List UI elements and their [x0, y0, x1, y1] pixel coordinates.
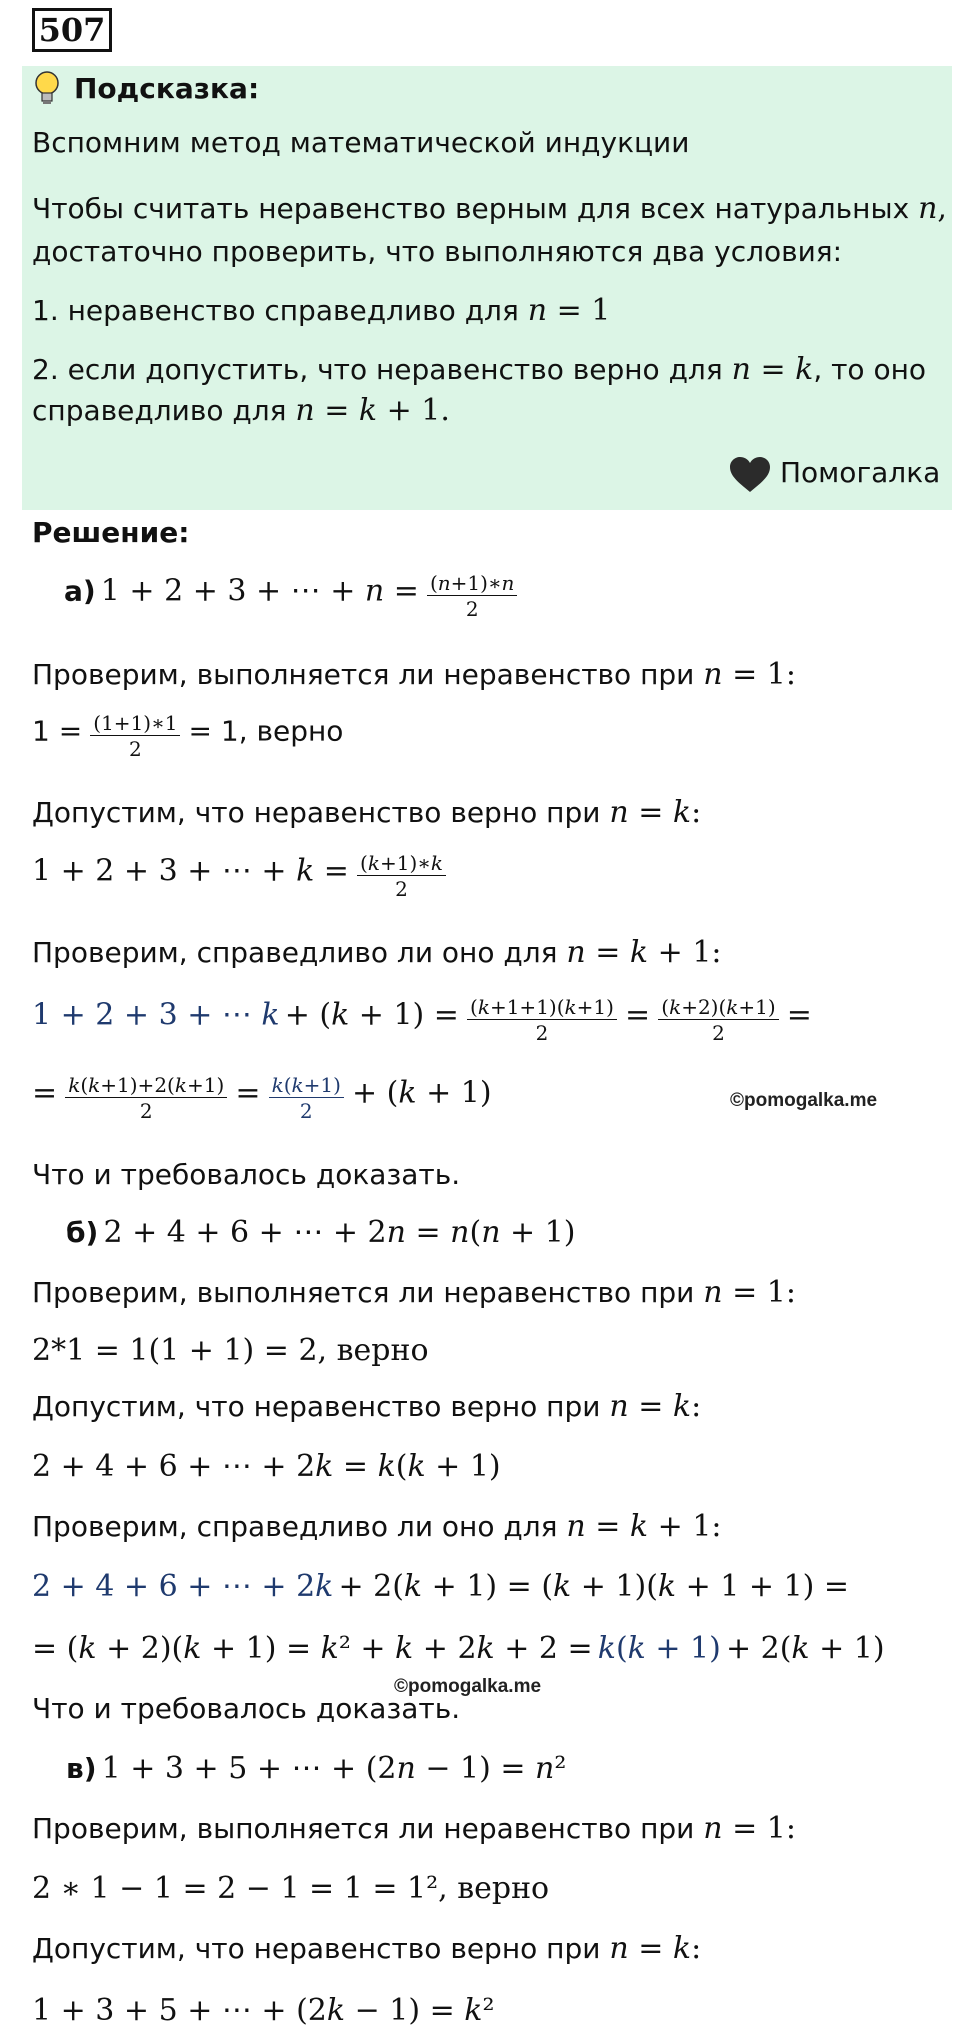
part-a-step-fraction-3-top: 𝑘(𝑘+1)+2(𝑘+1)	[65, 1074, 227, 1098]
part-a-equals-2: =	[786, 997, 812, 1033]
part-c-formula-math: 1 + 3 + 5 + ⋯ + (2𝑛 − 1) = 𝑛²	[101, 1751, 567, 1786]
part-a-base-left: 1 =	[32, 714, 83, 748]
hint-condition-2-tail: , то оно	[813, 353, 927, 386]
part-a-base-fraction	[90, 712, 180, 760]
part-b-step-line-2-blue: 𝑘(𝑘 + 1)	[597, 1631, 721, 1666]
heart-icon	[728, 456, 772, 494]
part-a-step	[32, 936, 722, 970]
part-b-step-line-2	[32, 1632, 885, 1666]
part-c-assume-formula: 1 + 3 + 5 + ⋯ + (2𝑘 − 1) = 𝑘²	[32, 1993, 495, 2028]
part-a-step-blue-sum: 1 + 2 + 3 + ⋯ 𝑘	[32, 997, 280, 1033]
part-a-assume-fraction	[357, 852, 446, 900]
hint-condition-1-text: 1. неравенство справедливо для	[32, 294, 519, 327]
part-a-step-fraction-4	[269, 1074, 344, 1122]
part-a-step-fraction-1	[467, 996, 617, 1044]
part-a-equals-3: =	[32, 1075, 58, 1111]
part-b-step-line-2-b: + 2(𝑘 + 1)	[725, 1631, 885, 1666]
part-a-step-fraction-3	[65, 1074, 227, 1122]
part-a-assume-fraction-bottom: 2	[395, 877, 408, 901]
part-a-step-fraction-2-top: (𝑘+2)(𝑘+1)	[658, 996, 778, 1020]
hint-condition-2-line-2-math: 𝑛 = 𝑘 + 1.	[295, 393, 450, 428]
part-b-step-math: 𝑛 = 𝑘 + 1:	[566, 1509, 722, 1544]
part-b-step-rest: + 2(𝑘 + 1) = (𝑘 + 1)(𝑘 + 1 + 1) =	[338, 1569, 850, 1604]
part-a-equals-4: =	[235, 1075, 261, 1111]
part-a-step-rest: + (𝑘 + 1) =	[284, 997, 459, 1033]
part-a-step-fraction-2-bottom: 2	[712, 1021, 725, 1045]
part-a-assume-text: Допустим, что неравенство верно при	[32, 796, 601, 829]
part-a-base	[32, 712, 343, 760]
part-a-lhs: 1 + 2 + 3 + ⋯ + 𝑛 =	[100, 573, 419, 609]
part-b-check-math: 𝑛 = 1:	[703, 1275, 797, 1310]
hint-title: Подсказка:	[74, 72, 260, 105]
part-c-base: 2 ∗ 1 − 1 = 2 − 1 = 1 = 1², верно	[32, 1871, 550, 1906]
part-a-formula	[64, 572, 520, 620]
part-a-step-tail: + (𝑘 + 1)	[352, 1075, 492, 1111]
part-b-step-line-1	[32, 1570, 849, 1604]
part-a-check	[32, 658, 796, 692]
part-b-assume	[32, 1390, 701, 1424]
part-b-base: 2*1 = 1(1 + 1) = 2, верно	[32, 1333, 429, 1368]
part-a-step-fraction-1-top: (𝑘+1+1)(𝑘+1)	[467, 996, 617, 1020]
part-b-step	[32, 1510, 722, 1544]
part-a-assume	[32, 796, 701, 830]
part-a-step-text: Проверим, справедливо ли оно для	[32, 936, 558, 969]
hint-condition-2-math: 𝑛 = 𝑘	[731, 352, 814, 387]
part-a-base-fraction-top: (1+1)∗1	[90, 712, 180, 736]
part-a-base-right: = 1, верно	[188, 714, 344, 748]
part-a-check-text: Проверим, выполняется ли неравенство при	[32, 658, 695, 691]
hint-line-3: достаточно проверить, что выполняются два условия:	[32, 235, 843, 268]
hint-math-n: 𝑛,	[918, 191, 947, 226]
hint-condition-2	[32, 353, 926, 387]
lightbulb-icon	[32, 70, 62, 108]
hint-line-2	[32, 192, 947, 226]
part-a-fraction-bottom: 2	[465, 597, 479, 621]
part-a-step-fraction-3-bottom: 2	[139, 1099, 153, 1123]
part-b-formula	[66, 1216, 576, 1250]
hint-line-1: Вспомним метод математической индукции	[32, 126, 690, 159]
part-c-check-text: Проверим, выполняется ли неравенство при	[32, 1812, 695, 1845]
hint-condition-1-math: 𝑛 = 1	[527, 293, 611, 328]
part-a-step-fraction-4-top: 𝑘(𝑘+1)	[269, 1074, 344, 1098]
part-a-base-fraction-bottom: 2	[128, 737, 142, 761]
part-b-check-text: Проверим, выполняется ли неравенство при	[32, 1276, 695, 1309]
part-a-step-line-1	[32, 996, 812, 1044]
brand-label: Помогалка	[780, 456, 941, 489]
part-b-label: б)	[66, 1216, 99, 1249]
part-a-assume-fraction-top: (𝑘+1)∗𝑘	[357, 852, 446, 876]
part-a-assume-math: 𝑛 = 𝑘:	[609, 795, 702, 830]
hint-condition-1	[32, 294, 610, 328]
hint-condition-2-line-2	[32, 394, 450, 428]
hint-condition-2-line-2-text: справедливо для	[32, 394, 287, 427]
part-a-step-fraction-1-bottom: 2	[535, 1021, 549, 1045]
part-a-step-math: 𝑛 = 𝑘 + 1:	[566, 935, 722, 970]
part-b-assume-math: 𝑛 = 𝑘:	[609, 1389, 702, 1424]
part-c-label: в)	[66, 1752, 97, 1785]
part-a-step-line-2	[32, 1074, 492, 1122]
part-a-step-fraction-2	[658, 996, 778, 1044]
part-a-fraction-top: (𝑛+1)∗𝑛	[427, 572, 517, 596]
part-b-step-blue-sum: 2 + 4 + 6 + ⋯ + 2𝑘	[32, 1569, 334, 1604]
part-a-step-fraction-4-bottom: 2	[299, 1099, 313, 1123]
part-c-assume-math: 𝑛 = 𝑘:	[609, 1931, 702, 1966]
part-a-fraction	[427, 572, 517, 620]
part-a-label: а)	[64, 574, 96, 608]
hint-line-2-text: Чтобы считать неравенство верным для всех натуральных	[32, 192, 910, 225]
part-c-formula	[66, 1752, 566, 1786]
part-c-assume	[32, 1932, 701, 1966]
part-b-formula-math: 2 + 4 + 6 + ⋯ + 2𝑛 = 𝑛(𝑛 + 1)	[103, 1215, 576, 1250]
task-number: 507	[32, 8, 112, 52]
hint-condition-2-text: 2. если допустить, что неравенство верно для	[32, 353, 723, 386]
solution-title: Решение:	[32, 516, 190, 549]
part-a-assume-formula	[32, 852, 449, 900]
part-b-step-text: Проверим, справедливо ли оно для	[32, 1510, 558, 1543]
part-b-check	[32, 1276, 796, 1310]
part-c-assume-text: Допустим, что неравенство верно при	[32, 1932, 601, 1965]
part-c-check	[32, 1812, 796, 1846]
part-a-equals-1: =	[625, 997, 651, 1033]
part-a-assume-lhs: 1 + 2 + 3 + ⋯ + 𝑘 =	[32, 853, 349, 889]
part-a-done: Что и требовалось доказать.	[32, 1158, 461, 1191]
part-a-check-math: 𝑛 = 1:	[703, 657, 797, 692]
part-b-assume-formula: 2 + 4 + 6 + ⋯ + 2𝑘 = 𝑘(𝑘 + 1)	[32, 1449, 501, 1484]
part-b-assume-text: Допустим, что неравенство верно при	[32, 1390, 601, 1423]
part-b-done: Что и требовалось доказать.	[32, 1692, 461, 1725]
part-b-step-line-2-a: = (𝑘 + 2)(𝑘 + 1) = 𝑘² + 𝑘 + 2𝑘 + 2 =	[32, 1631, 593, 1666]
watermark-2: ©pomogalka.me	[394, 1676, 542, 1697]
watermark: ©pomogalka.me	[730, 1090, 878, 1111]
part-c-check-math: 𝑛 = 1:	[703, 1811, 797, 1846]
